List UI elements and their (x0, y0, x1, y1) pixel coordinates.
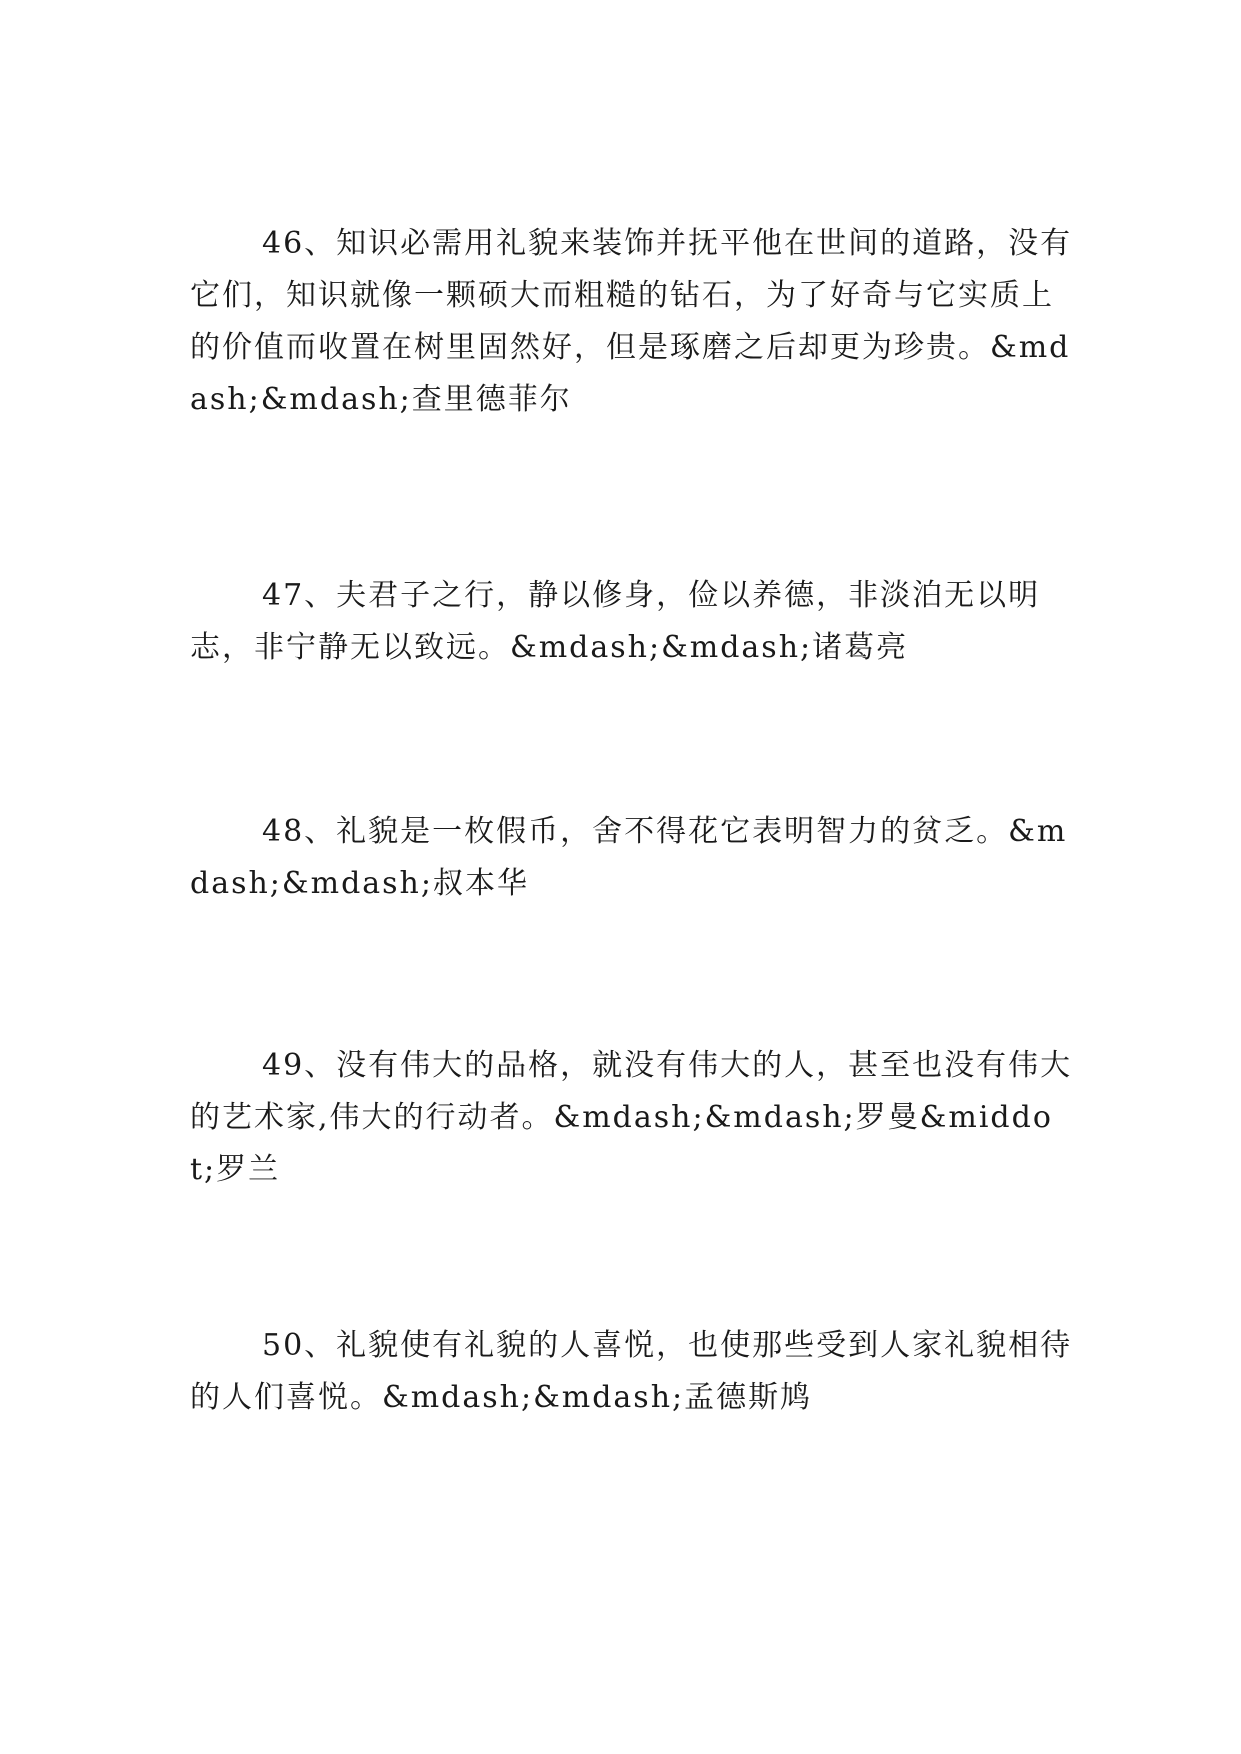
quote-paragraph-46: 46、知识必需用礼貌来装饰并抚平他在世间的道路，没有它们，知识就像一颗硕大而粗糙的钻石，为了好奇与它实质上的价值而收置在树里固然好，但是琢磨之后却更为珍贵。&mdash;&mdash;查里德菲尔 (190, 226, 1073, 417)
quote-paragraph-49: 49、没有伟大的品格，就没有伟大的人，甚至也没有伟大的艺术家,伟大的行动者。&mdash;&mdash;罗曼&middot;罗兰 (190, 1048, 1073, 1187)
quote-paragraph-48: 48、礼貌是一枚假币，舍不得花它表明智力的贫乏。&mdash;&mdash;叔本华 (190, 814, 1068, 901)
quote-paragraph-47: 47、夫君子之行，静以修身，俭以养德，非淡泊无以明志，非宁静无以致远。&mdash;&mdash;诸葛亮 (190, 578, 1041, 665)
quote-paragraph-50: 50、礼貌使有礼貌的人喜悦，也使那些受到人家礼貌相待的人们喜悦。&mdash;&mdash;孟德斯鸠 (190, 1328, 1073, 1415)
